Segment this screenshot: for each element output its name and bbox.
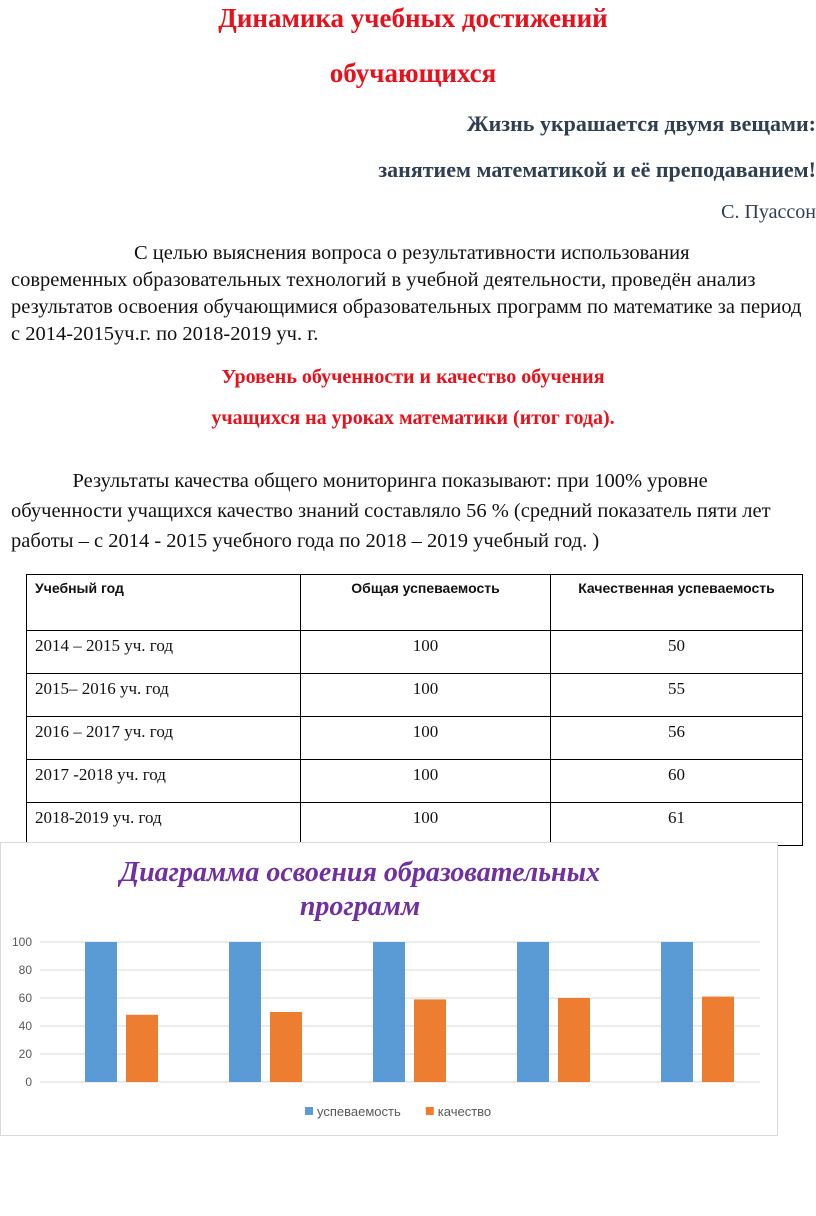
table-cell-overall: 100: [301, 803, 551, 846]
results-table: [26, 574, 803, 846]
results-paragraph: Результаты качества общего мониторинга показывают: при 100% уровне обученности учащихся качество знаний составляло 56 % (средний показатель пяти лет работы – с 2014 - 2015 учебного года по 2018 – 2019 учебный год. ): [11, 470, 771, 552]
chart-title-line-2: программ: [299, 891, 421, 922]
table-cell-overall: 100: [301, 631, 551, 674]
table-header-row: [27, 575, 803, 631]
epigraph-line-1: Жизнь украшается двумя вещами:: [466, 111, 816, 136]
section-subtitle-line-1: Уровень обученности и качество обучения: [221, 366, 605, 388]
epigraph-author: С. Пуассон: [721, 201, 816, 223]
section-subtitle-line-2: учащихся на уроках математики (итог года).: [211, 407, 615, 429]
table-cell-year: 2014 – 2015 уч. год: [27, 631, 301, 674]
bar-качество: [558, 998, 590, 1082]
epigraph-line-2: занятием математикой и её преподаванием!: [378, 157, 816, 182]
y-tick-label: 20: [18, 1047, 32, 1061]
table-cell-quality: 56: [551, 717, 803, 760]
bar-качество: [702, 997, 734, 1082]
table-cell-quality: 61: [551, 803, 803, 846]
table-row: [27, 674, 803, 717]
chart-title-line-1: Диаграмма освоения образовательных: [119, 857, 601, 888]
y-tick-label: 60: [18, 991, 32, 1005]
table-cell-overall: 100: [301, 760, 551, 803]
table-cell-overall: 100: [301, 717, 551, 760]
legend-swatch: [426, 1107, 434, 1115]
table-cell-year: 2015– 2016 уч. год: [27, 674, 301, 717]
table-row: [27, 803, 803, 846]
table-row: [27, 760, 803, 803]
y-tick-label: 40: [18, 1019, 32, 1033]
table-cell-year: 2017 -2018 уч. год: [27, 760, 301, 803]
page-title-line-2: обучающихся: [329, 58, 497, 88]
table-cell-year: 2016 – 2017 уч. год: [27, 717, 301, 760]
bar-chart: [0, 920, 776, 1130]
y-tick-label: 0: [25, 1075, 32, 1089]
table-cell-year: 2018-2019 уч. год: [27, 803, 301, 846]
table-cell-quality: 60: [551, 760, 803, 803]
table-cell-overall: 100: [301, 674, 551, 717]
bar-качество: [270, 1012, 302, 1082]
table-header-overall: Общая успеваемость: [301, 575, 551, 631]
legend-swatch: [305, 1107, 313, 1115]
table-cell-quality: 50: [551, 631, 803, 674]
y-tick-label: 100: [11, 935, 32, 949]
legend-label: качество: [437, 1104, 492, 1119]
table-header-quality: Качественная успеваемость: [551, 575, 803, 631]
bar-успеваемость: [229, 942, 261, 1082]
y-tick-label: 80: [18, 963, 32, 977]
page-title-line-1: Динамика учебных достижений: [218, 3, 608, 33]
bar-качество: [414, 999, 446, 1082]
table-row: [27, 631, 803, 674]
bar-успеваемость: [373, 942, 405, 1082]
bar-успеваемость: [517, 942, 549, 1082]
bar-успеваемость: [85, 942, 117, 1082]
intro-paragraph: С целью выяснения вопроса о результативности использования современных образовательных технологий в учебной деятельности, проведён анализ результатов освоения обучающимися образовательных программ по математике за период с 2014-2015уч.г. по 2018-2019 уч. г.: [11, 242, 802, 345]
table-header-year: Учебный год: [27, 575, 301, 631]
table-row: [27, 717, 803, 760]
bar-успеваемость: [661, 942, 693, 1082]
bar-качество: [126, 1015, 158, 1082]
legend-label: успеваемость: [317, 1104, 401, 1119]
table-cell-quality: 55: [551, 674, 803, 717]
